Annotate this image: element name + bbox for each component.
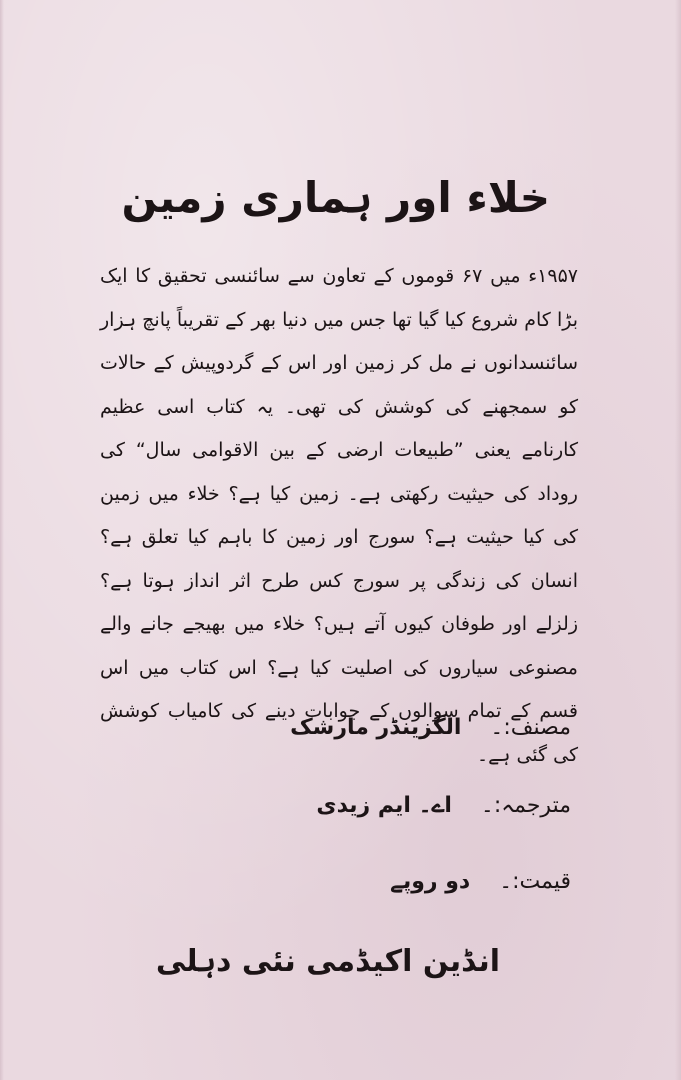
- page-edge-left: [0, 0, 4, 1080]
- author-line: [290, 712, 571, 744]
- book-description: ۱۹۵۷ء میں ۶۷ قوموں کے تعاون سے سائنسی تحقیق کا ایک بڑا کام شروع کیا گیا تھا جس میں دنیا بھر کے تقریباً پانچ ہزار سائنسدانوں نے مل کر زمین اور اس کے گردوپیش کے حالات کو سمجھنے کی کوشش کی تھی۔ یہ کتاب اسی عظیم کارنامے یعنی ”طبیعات ارضی کے بین الاقوامی سال“ کی روداد کی حیثیت رکھتی ہے۔ زمین کیا ہے؟ خلاء میں زمین کی کیا حیثیت ہے؟ سورج اور زمین کا باہم کیا تعلق ہے؟ انسان کی زندگی پر سورج کس طرح اثر انداز ہوتا ہے؟ زلزلے اور طوفان کیوں آتے ہیں؟ خلاء میں بھیجے جانے والے مصنوعی سیاروں کی اصلیت کیا ہے؟ اس کتاب میں اس قسم کے تمام سوالوں کے جوابات دینے کی کامیاب کوشش کی گئی ہے۔: [100, 265, 578, 766]
- translator-name: اے۔ ایم زیدی: [316, 793, 452, 818]
- publisher-name: انڈین اکیڈمی نئی دہلی: [155, 944, 500, 979]
- translator-line: [316, 790, 571, 822]
- author-label: مصنف:۔: [490, 715, 571, 740]
- price-line: [390, 866, 571, 898]
- book-title: خلاء اور ہماری زمین: [121, 173, 550, 222]
- price-label: قیمت:۔: [499, 869, 571, 894]
- price-value: دو روپے: [390, 869, 471, 894]
- author-name: الگزینڈر مارشک: [290, 715, 462, 740]
- page-edge-right: [675, 0, 681, 1080]
- translator-label: مترجمہ:۔: [480, 793, 571, 818]
